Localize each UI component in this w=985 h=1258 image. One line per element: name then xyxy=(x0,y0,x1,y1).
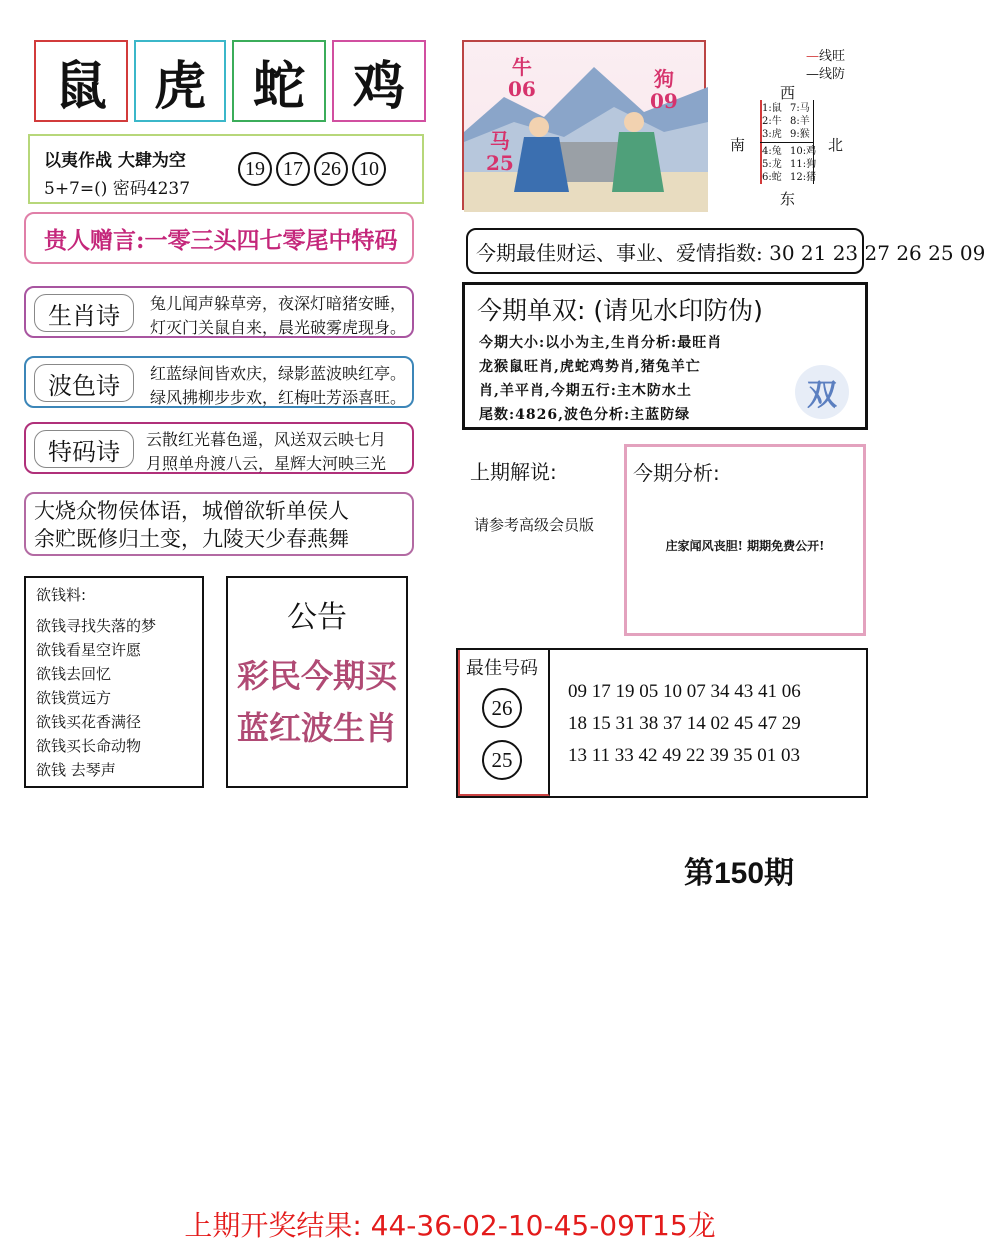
compass-cell: 1:鼠 xyxy=(762,103,782,114)
number-ball: 25 xyxy=(482,740,522,780)
single-double-box xyxy=(462,282,868,430)
single-double-heading: 今期单双: (请见水印防伪) xyxy=(477,296,763,325)
fortune-index: 今期最佳财运、事业、爱情指数: 30 21 23 27 26 25 09 xyxy=(466,228,864,274)
issue-number: 第150期 xyxy=(684,857,795,890)
money-box xyxy=(24,576,204,788)
num: 02 xyxy=(710,713,730,734)
watermark-badge: 双 xyxy=(795,365,849,419)
num: 13 xyxy=(568,745,587,766)
analysis-message: 庄家闻风丧胆! 期期免费公开! xyxy=(665,539,825,553)
label-num: 25 xyxy=(486,151,514,175)
pic-label-horse xyxy=(486,130,514,174)
num: 33 xyxy=(614,745,634,766)
num: 29 xyxy=(781,713,801,734)
best-numbers-grid xyxy=(568,676,801,772)
compass-cell: 5:龙 xyxy=(762,159,782,170)
num: 19 xyxy=(615,681,635,702)
zodiac-char: 虎 xyxy=(153,55,206,117)
clue-box xyxy=(28,134,424,204)
money-title: 欲钱料: xyxy=(36,586,87,604)
num: 17 xyxy=(591,681,611,702)
list-item: 欲钱去回忆 xyxy=(36,665,112,683)
number-row xyxy=(568,708,801,740)
analysis-box xyxy=(624,444,866,636)
guiren-banner: 贵人赠言:一零三头四七零尾中特码 xyxy=(24,212,414,264)
poem-line: 月照单舟渡八云，星辉大河映三光 xyxy=(146,454,387,473)
poem-zodiac xyxy=(24,286,414,338)
poem-tag: 生肖诗 xyxy=(34,294,134,332)
zodiac-char: 鸡 xyxy=(352,55,405,117)
proverb-line: 大烧众物侯体语，城僧欲斩单侯人 xyxy=(34,499,349,523)
poem-line: 灯灭门关鼠自来，晨光破雾虎现身。 xyxy=(150,318,407,337)
num: 18 xyxy=(568,713,587,734)
label-num: 09 xyxy=(650,89,678,113)
number-ball: 26 xyxy=(314,152,348,186)
last-explain-note: 请参考高级会员版 xyxy=(474,516,595,534)
num: 41 xyxy=(758,681,777,702)
best-numbers-title: 最佳号码 xyxy=(466,658,538,679)
poem-text xyxy=(150,292,406,340)
num: 01 xyxy=(757,745,777,766)
compass-cell: 3:虎 xyxy=(762,129,782,140)
num: 34 xyxy=(710,681,730,702)
notice-line: 彩民今期买 xyxy=(236,657,397,695)
number-ball: 17 xyxy=(276,152,310,186)
analysis-line: 尾数:4826,波色分析:主蓝防绿 xyxy=(479,407,691,423)
compass-cell: 6:蛇 xyxy=(762,172,782,183)
notice-line: 蓝红波生肖 xyxy=(236,709,397,747)
poem-line: 绿风拂柳步步欢，红梅吐芳添喜旺。 xyxy=(150,388,407,407)
list-item: 欲钱 去琴声 xyxy=(36,761,116,779)
num: 15 xyxy=(591,713,611,734)
compass-cell: 9:猴 xyxy=(790,129,810,140)
clue-line-1: 以夷作战 大肆为空 xyxy=(44,151,186,171)
legend-line-icon: — xyxy=(806,67,819,82)
direction-south: 南 xyxy=(730,136,746,154)
poem-text xyxy=(150,362,406,410)
compass-diagram xyxy=(730,40,900,210)
num: 31 xyxy=(615,713,635,734)
num: 22 xyxy=(686,745,706,766)
num: 07 xyxy=(686,681,706,702)
num: 42 xyxy=(638,745,658,766)
best-numbers-box xyxy=(456,648,868,798)
list-item: 欲钱买长命动物 xyxy=(36,737,142,755)
list-item: 欲钱赏远方 xyxy=(36,689,112,707)
poem-line: 云散红光暮色遥，风送双云映七月 xyxy=(146,430,387,449)
pic-label-dog xyxy=(650,68,678,112)
compass-cell: 4:兔 xyxy=(762,146,782,157)
label-name: 马 xyxy=(489,129,510,153)
number-row xyxy=(568,676,801,708)
compass-legend xyxy=(806,48,845,84)
notice-body xyxy=(228,650,406,754)
num: 11 xyxy=(591,745,611,766)
analysis-line: 今期大小:以小为主,生肖分析:最旺肖 xyxy=(479,335,723,351)
compass-left-col xyxy=(762,102,782,184)
num: 14 xyxy=(686,713,706,734)
list-item: 欲钱看星空许愿 xyxy=(36,641,142,659)
num: 10 xyxy=(663,681,682,702)
clue-balls xyxy=(238,152,386,186)
label-num: 06 xyxy=(508,77,536,101)
compass-cell: 12:猪 xyxy=(790,172,817,183)
legend-line-icon: — xyxy=(806,49,819,64)
poem-special xyxy=(24,422,414,474)
clue-line-2: 5+7=() 密码4237 xyxy=(44,179,191,199)
direction-west: 西 xyxy=(780,84,796,102)
last-result: 上期开奖结果: 44-36-02-10-45-09T15龙 xyxy=(184,1209,716,1242)
compass-right-col xyxy=(790,102,816,184)
poem-tag: 波色诗 xyxy=(34,364,134,402)
num: 03 xyxy=(781,745,801,766)
number-row xyxy=(568,740,801,772)
num: 45 xyxy=(734,713,754,734)
label-name: 狗 xyxy=(653,67,674,91)
notice-title: 公告 xyxy=(287,600,347,635)
label-name: 牛 xyxy=(511,55,532,79)
num: 43 xyxy=(734,681,754,702)
money-list xyxy=(36,614,156,782)
zodiac-char: 蛇 xyxy=(252,55,305,117)
best-numbers-left xyxy=(458,650,550,796)
compass-cell: 2:牛 xyxy=(762,116,782,127)
illustration xyxy=(462,40,706,210)
zodiac-box-3 xyxy=(232,40,326,122)
legend-label: 线防 xyxy=(819,67,846,82)
poem-text xyxy=(146,428,386,476)
zodiac-box-2 xyxy=(134,40,226,122)
num: 49 xyxy=(662,745,682,766)
zodiac-box-4 xyxy=(332,40,426,122)
num: 35 xyxy=(733,745,753,766)
num: 05 xyxy=(639,681,659,702)
zodiac-char: 鼠 xyxy=(54,55,107,117)
num: 38 xyxy=(639,713,659,734)
poem-line: 红蓝绿间皆欢庆，绿影蓝波映红亭。 xyxy=(150,364,407,383)
poem-line: 兔儿闻声躲草旁，夜深灯暗猪安睡， xyxy=(150,294,407,313)
number-ball: 10 xyxy=(352,152,386,186)
compass-cell: 10:鸡 xyxy=(790,146,817,157)
legend-label: 线旺 xyxy=(819,49,846,64)
compass-cell: 11:狗 xyxy=(790,159,817,170)
pic-label-ox xyxy=(508,56,536,100)
proverb-line: 余贮既修归土变，九陵天少春燕舞 xyxy=(34,527,349,551)
direction-east: 东 xyxy=(780,190,796,208)
num: 09 xyxy=(568,681,587,702)
num: 37 xyxy=(663,713,682,734)
analysis-title: 今期分析: xyxy=(633,461,720,485)
number-ball: 19 xyxy=(238,152,272,186)
poem-tag: 特码诗 xyxy=(34,430,134,468)
zodiac-box-1 xyxy=(34,40,128,122)
analysis-line: 肖,羊平肖,今期五行:主木防水土 xyxy=(479,383,692,399)
last-explain-title: 上期解说: xyxy=(470,460,557,484)
num: 47 xyxy=(758,713,777,734)
list-item: 欲钱买花香满径 xyxy=(36,713,142,731)
list-item: 欲钱寻找失落的梦 xyxy=(36,617,157,635)
num: 06 xyxy=(781,681,801,702)
proverb-box xyxy=(24,492,414,556)
poem-color xyxy=(24,356,414,408)
notice-box xyxy=(226,576,408,788)
compass-cell: 7:马 xyxy=(790,103,810,114)
compass-cell: 8:羊 xyxy=(790,116,810,127)
number-ball: 26 xyxy=(482,688,522,728)
direction-north: 北 xyxy=(828,136,844,154)
analysis-line: 龙猴鼠旺肖,虎蛇鸡势肖,猪兔羊亡 xyxy=(479,359,701,375)
num: 39 xyxy=(709,745,729,766)
